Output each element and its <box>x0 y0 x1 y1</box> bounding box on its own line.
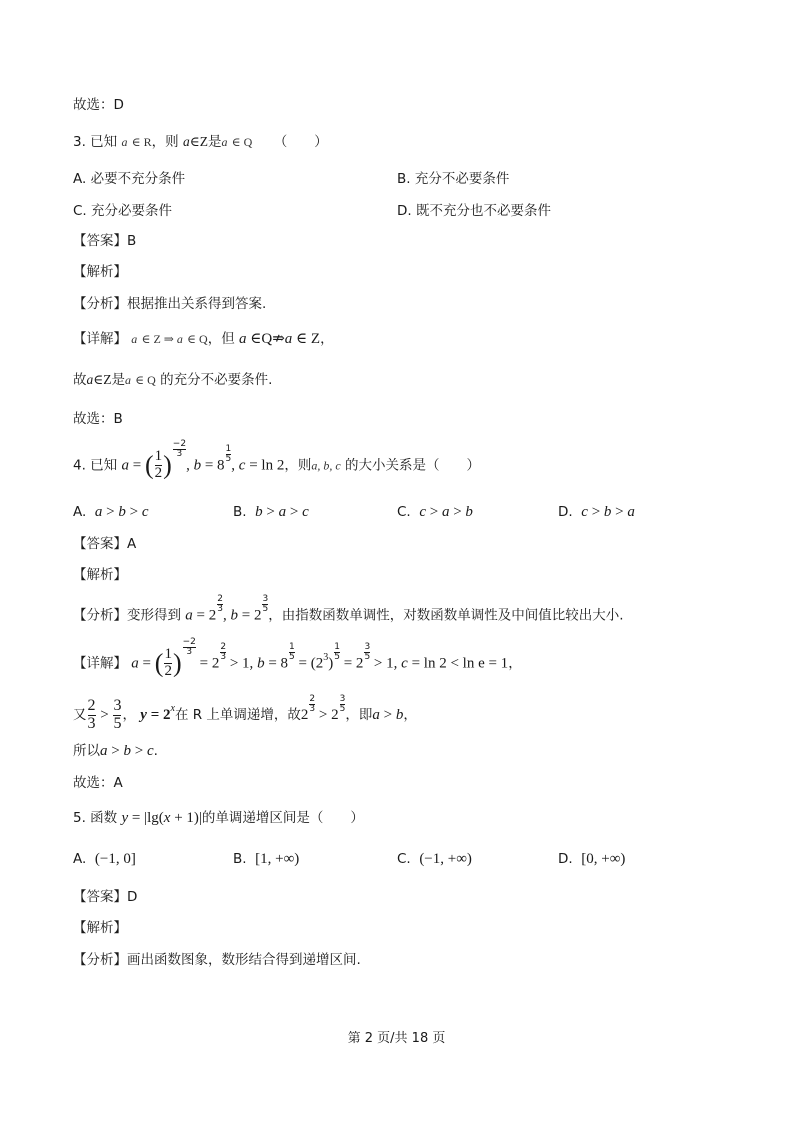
q4-option-a: A. a > b > c <box>73 504 149 520</box>
question-4: 4. 已知 a = ( $\frac{1}{2}$ ) $\frac{-2}{3}$ , b = 8 $\frac{1}{5}$ , c = ln 2，则a, b, c 的大小关系是（ ） <box>73 439 480 481</box>
q3-xiangjie: 【详解】 a ∈ Z ⇒ a ∈ Q，但 a ∈Q⇏a ∈ Z， <box>73 331 334 347</box>
q3-option-d: D. 既不充分也不必要条件 <box>397 203 551 219</box>
q5-option-d: D. [0, +∞) <box>558 851 626 867</box>
q3-option-b: B. 充分不必要条件 <box>397 171 510 187</box>
q4-suoyi: 所以a > b > c. <box>73 743 158 759</box>
q5-fenxi: 【分析】画出函数图象，数形结合得到递增区间. <box>73 952 361 968</box>
q4-answer: 【答案】A <box>73 536 137 552</box>
q4-jiexi: 【解析】 <box>73 567 127 583</box>
question-3: 3. 已知 a ∈ R，则 a∈Z是a ∈ Q （ ） <box>73 134 328 150</box>
q3-fenxi: 【分析】根据推出关系得到答案. <box>73 296 267 312</box>
q3-option-c: C. 充分必要条件 <box>73 203 173 219</box>
q5-option-b: B. [1, +∞) <box>233 851 300 867</box>
q4-select: 故选：A <box>73 775 123 791</box>
q5-answer: 【答案】D <box>73 889 138 905</box>
q4-fenxi: 【分析】变形得到 a = 2 $\frac{2}{3}$ , b = 2 $\frac{3}{5}$ ，由指数函数单调性，对数函数单调性及中间值比较出大小. <box>73 594 624 624</box>
q3-gu: 故a∈Z是a ∈ Q 的充分不必要条件. <box>73 372 273 388</box>
q4-xiangjie: 【详解】 a = ( $\frac{1}{2}$ ) $\frac{-2}{3}$ = 2 $\frac{2}{3}$ > 1, b = 8 $\frac{1}{5}$ = (23) $\frac{1}{5}$ = 2 $\frac{3}{5}$ > 1, c = ln 2 < ln e = 1， <box>73 637 522 679</box>
q4-you: 又 $\frac{2}{3}$ > $\frac{3}{5}$ ， y = 2x在 R 上单调递增，故2 $\frac{2}{3}$ > 2 $\frac{3}{5}$ ，即a > b， <box>73 693 417 732</box>
q4-option-c: C. c > a > b <box>397 504 473 520</box>
q3-select: 故选：B <box>73 411 123 427</box>
q4-option-d: D. c > b > a <box>558 504 635 520</box>
question-5: 5. 函数 y = |lg(x + 1)|的单调递增区间是（ ） <box>73 810 364 826</box>
q4-option-b: B. b > a > c <box>233 504 309 520</box>
q5-option-c: C. (−1, +∞) <box>397 851 472 867</box>
q3-option-a: A. 必要不充分条件 <box>73 171 186 187</box>
page-footer: 第 2 页/共 18 页 <box>347 1031 446 1046</box>
q5-option-a: A. (−1, 0] <box>73 851 136 867</box>
answer-select-prev: 故选：D <box>73 97 124 113</box>
q5-jiexi: 【解析】 <box>73 920 127 936</box>
q3-jiexi: 【解析】 <box>73 264 127 280</box>
q3-answer: 【答案】B <box>73 233 137 249</box>
